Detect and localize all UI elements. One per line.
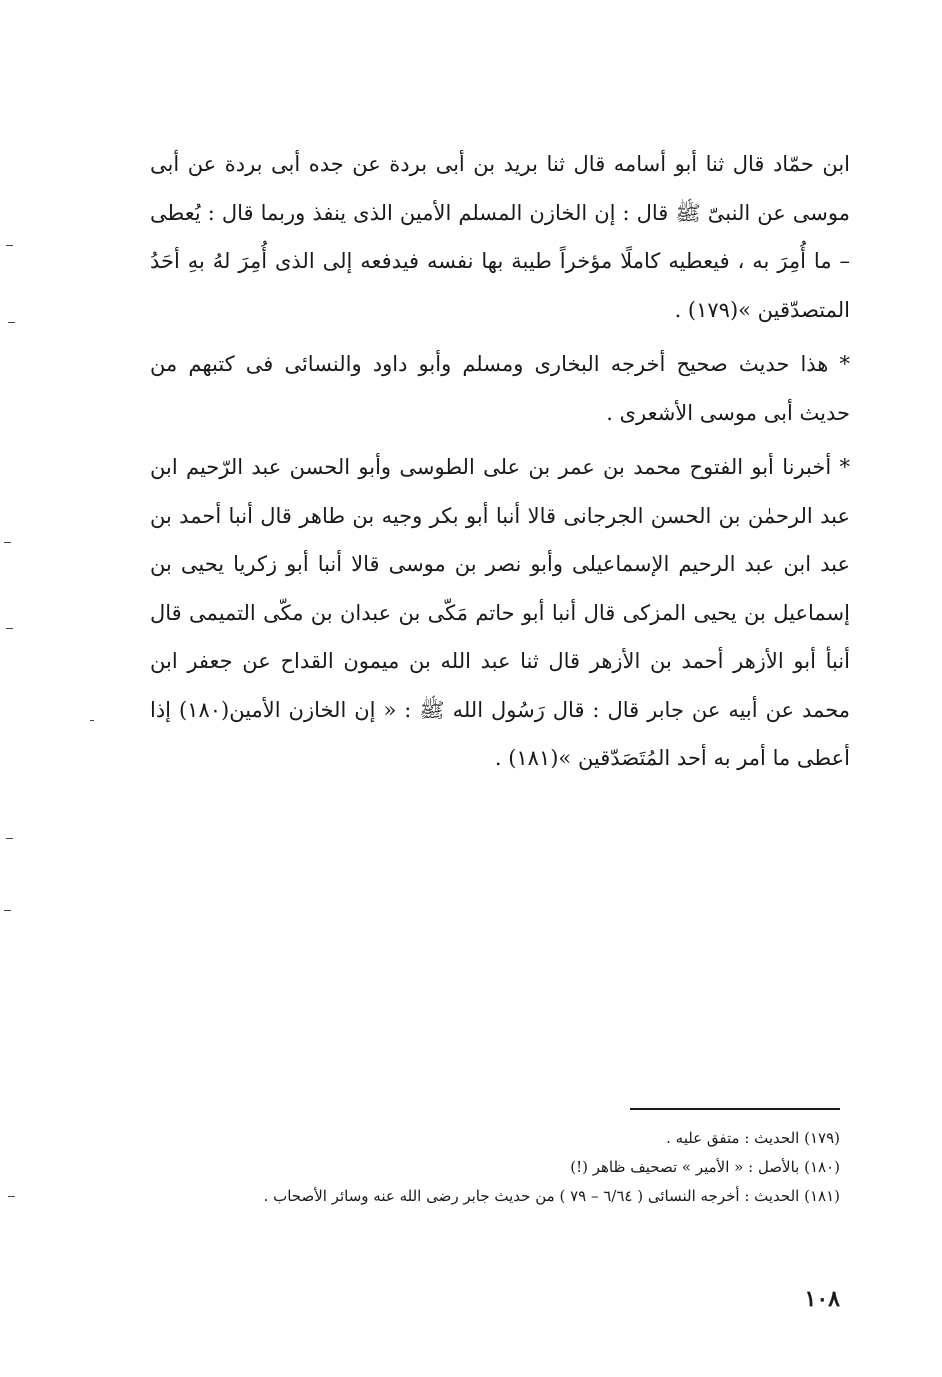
scan-mark (4, 910, 11, 911)
scan-mark (8, 1196, 15, 1197)
scan-mark (6, 838, 13, 839)
main-text (150, 140, 850, 783)
scan-mark (6, 628, 13, 629)
paragraph-hadith-text: ابن حمّاد قال ثنا أبو أسامه قال ثنا بريد بن أبى بردة عن جده أبى بردة عن أبى موسى عن النبىّ ﷺ قال : إن الخازن المسلم الأمين الذى ينفذ وربما قال : يُعطى – ما أُمِرَ به ، فيعطيه كاملًا مؤخراً طيبة بها نفسه فيدفعه إلى الذى أُمِرَ لهُ بهِ أحَدُ المتصدّقين »(١٧٩) . (150, 152, 851, 322)
scan-mark (90, 720, 94, 721)
paragraph-authentication-note: * هذا حديث صحيح أخرجه البخارى ومسلم وأبو داود والنسائى فى كتبهم من حديث أبى موسى الأشعرى . (150, 352, 850, 425)
scan-mark (8, 322, 15, 323)
footnotes (150, 1124, 840, 1211)
scan-mark (6, 245, 13, 246)
footnote-180: (١٨٠) بالأصل : « الأمير » تصحيف ظاهر (!) (570, 1158, 840, 1176)
paragraph-chain-of-narration: * أخبرنا أبو الفتوح محمد بن عمر بن على الطوسى وأبو الحسن عبد الرّحيم ابن عبد الرحمٰن بن الحسن الجرجانى قالا أنبا أبو بكر وجيه بن طاهر قال أنبا أحمد بن عبد ابن عبد الرحيم الإسماعيلى وأبو نصر بن موسى قالا أنبا أبو زكريا يحيى بن إسماعيل بن يحيى المزكى قال أنبا أبو حاتم مَكّى بن عبدان بن مكّى التميمى قال أنبأ أبو الأزهر أحمد بن الأزهر قال ثنا عبد الله بن ميمون القداح عن جعفر ابن محمد عن أبيه عن جابر قال : قال رَسُول الله ﷺ : « إن الخازن الأمين(١٨٠) إذا أعطى ما أمر به أحد المُتَصَدّقين »(١٨١) . (150, 455, 851, 770)
footnote-181: (١٨١) الحديث : أخرجه النسائى ( ٦/٦٤ – ٧٩ ) من حديث جابر رضى الله عنه وسائر الأصحاب . (263, 1187, 840, 1205)
scan-mark (4, 542, 11, 543)
footnote-179: (١٧٩) الحديث : متفق عليه . (666, 1129, 840, 1147)
footnote-separator (630, 1108, 840, 1110)
page-number: ١٠٨ (804, 1286, 840, 1312)
